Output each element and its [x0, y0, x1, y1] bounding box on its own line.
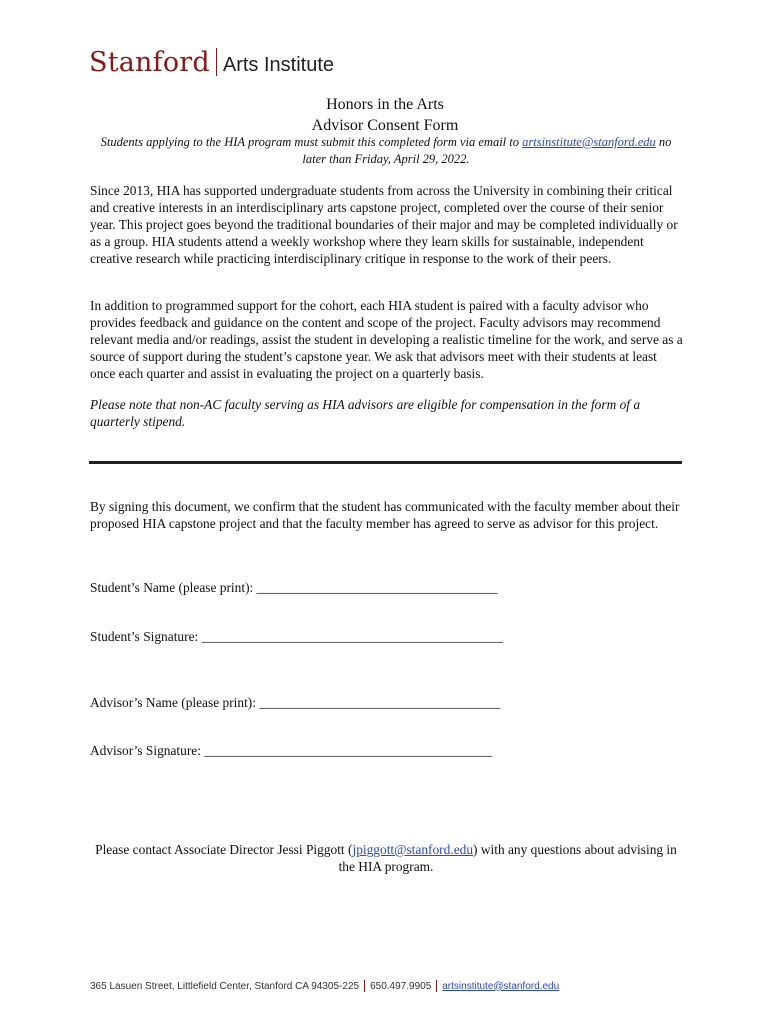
intro-paragraph: Since 2013, HIA has supported undergraduate students from across the University in combining their critical and creative interests in an interdisciplinary arts capstone project, completed over the course of their senior year. This project goes beyond the traditional boundaries of their major and may be completed individually or as a group. HIA students attend a weekly workshop where they learn skills for sustainable, independent creative research while practicing interdisciplinary critique in response to the work of their peers. [90, 183, 678, 266]
contact-text-before: Please contact Associate Director Jessi Piggott ( [95, 842, 353, 857]
page-footer [90, 980, 559, 992]
advisor-signature-field[interactable]: Advisor’s Signature: ___________________________________________ [90, 743, 493, 758]
footer-separator [436, 980, 437, 992]
compensation-note: Please note that non-AC faculty serving as HIA advisors are eligible for compensation in the form of a quarterly stipend. [90, 397, 641, 429]
advisor-name-field[interactable]: Advisor’s Name (please print): ____________________________________ [90, 695, 501, 710]
form-title-line1: Honors in the Arts [326, 96, 444, 113]
footer-email-link[interactable]: artsinstitute@stanford.edu [442, 980, 560, 992]
footer-separator [364, 980, 365, 992]
instructions-email-link[interactable]: artsinstitute@stanford.edu [522, 135, 656, 149]
footer-phone: 650.497.9905 [370, 980, 432, 992]
student-signature-field[interactable]: Student’s Signature: _____________________________________________ [90, 629, 503, 644]
section-divider [89, 461, 682, 464]
consent-statement: By signing this document, we confirm that the student has communicated with the faculty member about their proposed HIA capstone project and that the faculty member has agreed to serve as advisor for this project. [90, 499, 680, 531]
advisor-role-paragraph: In addition to programmed support for the cohort, each HIA student is paired with a faculty advisor who provides feedback and guidance on the content and scope of the project. Faculty advisors may recommend relevant media and/or readings, assist the student in developing a realistic timeline for the work, and serve as a source of support during the student’s capstone year. We ask that advisors meet with their students at least once each quarter and assist in evaluating the project on a quarterly basis. [90, 298, 683, 381]
student-name-field[interactable]: Student’s Name (please print): ____________________________________ [90, 580, 498, 595]
contact-email-link[interactable]: jpiggott@stanford.edu [352, 842, 474, 857]
instructions-text-before: Students applying to the HIA program must submit this completed form via email to [100, 135, 523, 149]
instructions-text-after: no later than Friday, April 29, 2022. [302, 135, 672, 166]
form-title-line2: Advisor Consent Form [311, 117, 459, 134]
logo-unit-name: Arts Institute [222, 54, 335, 76]
footer-address: 365 Lasuen Street, Littlefield Center, Stanford CA 94305-225 [90, 980, 360, 992]
stanford-arts-institute-logo [89, 44, 334, 78]
contact-text-after: ) with any questions about advising in the HIA program. [338, 842, 677, 874]
submission-instructions [90, 134, 682, 168]
contact-note [90, 841, 682, 875]
logo-stanford-wordmark: Stanford [89, 47, 210, 78]
logo-divider [216, 48, 217, 76]
